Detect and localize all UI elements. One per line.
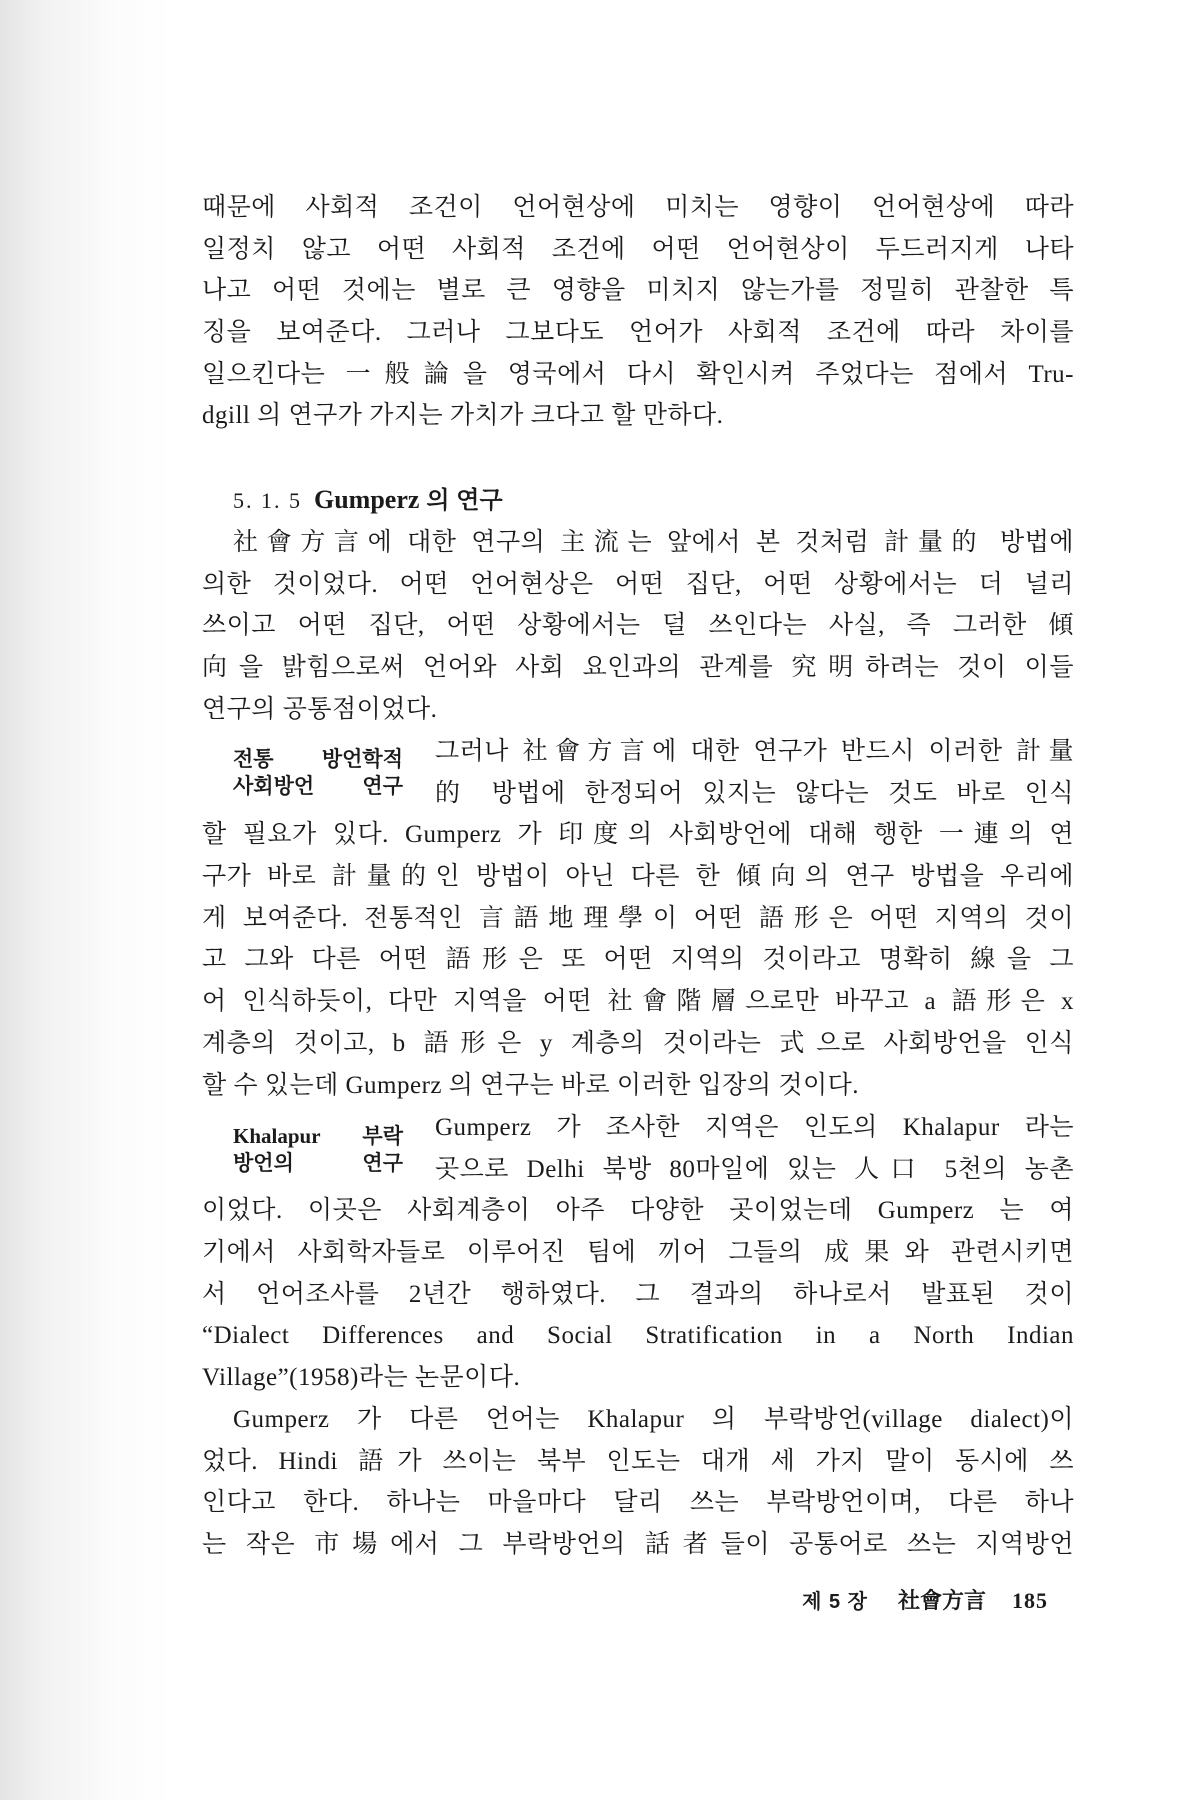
text-line: 이었다. 이곳은 사회계층이 아주 다양한 곳이었는데 Gumperz 는 여 — [202, 1197, 1074, 1225]
text-line: “Dialect Differences and Social Stratification in a North Indian — [202, 1322, 1074, 1350]
body-paragraph — [202, 731, 1074, 1106]
page-footer — [802, 1586, 1048, 1616]
text-line: 계층의 것이고, b 語形은 y 계층의 것이라는 式으로 사회방언을 인식 — [202, 1029, 1074, 1057]
side-heading-line: 전통 방언학적 — [233, 748, 403, 771]
text-line: 의한 것이었다. 어떤 언어현상은 어떤 집단, 어떤 상황에서는 더 널리 — [202, 570, 1074, 598]
page-number: 185 — [1012, 1588, 1048, 1613]
text-line: 곳으로 Delhi 북방 80마일에 있는 人口 5천의 농촌 — [435, 1155, 1074, 1183]
side-heading-line: Khalapur 부락 — [233, 1124, 403, 1148]
section-title-name: Gumperz — [314, 485, 420, 514]
body-paragraph — [202, 187, 1074, 437]
side-heading-line: 사회방언 연구 — [233, 775, 403, 798]
text-line: 게 보여준다. 전통적인 言語地理學이 어떤 語形은 어떤 지역의 것이 — [202, 904, 1074, 932]
text-line: 向을 밝힘으로써 언어와 사회 요인과의 관계를 究明하려는 것이 이들 — [202, 654, 1074, 682]
text-line: 는 작은 市場에서 그 부락방언의 話者들이 공통어로 쓰는 지역방언 — [202, 1531, 1074, 1559]
text-line: 어 인식하듯이, 다만 지역을 어떤 社會階層으로만 바꾸고 a 語形은 x — [202, 988, 1074, 1016]
text-line: Gumperz 가 다른 언어는 Khalapur 의 부락방언(village dialect)이 — [233, 1406, 1074, 1433]
footer-chapter-title: 社會方言 — [897, 1588, 986, 1613]
text-line: 쓰이고 어떤 집단, 어떤 상황에서는 덜 쓰인다는 사실, 즉 그러한 傾 — [202, 612, 1074, 640]
text-line: 인다고 한다. 하나는 마을마다 달리 쓰는 부락방언이며, 다른 하나 — [202, 1489, 1074, 1517]
text-line: 일정치 않고 어떤 사회적 조건에 어떤 언어현상이 두드러지게 나타 — [202, 235, 1074, 263]
body-paragraph — [202, 1399, 1074, 1566]
body-paragraph — [202, 1107, 1074, 1399]
text-line: dgill 의 연구가 가지는 가치가 크다고 할 만하다. — [202, 402, 724, 430]
section-title-suffix: 의 연구 — [426, 487, 503, 514]
text-line: 서 언어조사를 2년간 행하였다. 그 결과의 하나로서 발표된 것이 — [202, 1280, 1074, 1308]
section-heading — [233, 479, 503, 521]
text-line: 징을 보여준다. 그러나 그보다도 언어가 사회적 조건에 따라 차이를 — [202, 319, 1074, 347]
text-line: Gumperz 가 조사한 지역은 인도의 Khalapur 라는 — [435, 1114, 1074, 1141]
text-line: 할 필요가 있다. Gumperz 가 印度의 사회방언에 대해 행한 一連의 연 — [202, 821, 1074, 849]
text-line: 일으킨다는 一般論을 영국에서 다시 확인시켜 주었다는 점에서 Tru- — [202, 360, 1074, 388]
footer-chapter: 제 5 장 — [802, 1591, 868, 1613]
text-line: 나고 어떤 것에는 별로 큰 영향을 미치지 않는가를 정밀히 관찰한 특 — [202, 277, 1074, 305]
text-line: 기에서 사회학자들로 이루어진 팀에 끼어 그들의 成果와 관련시키면 — [202, 1239, 1074, 1267]
text-line: 고 그와 다른 어떤 語形은 또 어떤 지역의 것이라고 명확히 線을 그 — [202, 946, 1074, 974]
text-line: 的 방법에 한정되어 있지는 않다는 것도 바로 인식 — [435, 779, 1074, 807]
text-line: 그러나 社會方言에 대한 연구가 반드시 이러한 計量 — [435, 738, 1074, 765]
body-paragraph — [202, 522, 1074, 730]
text-line: 때문에 사회적 조건이 언어현상에 미치는 영향이 언어현상에 따라 — [202, 194, 1074, 221]
text-line: 구가 바로 計量的인 방법이 아닌 다른 한 傾向의 연구 방법을 우리에 — [202, 863, 1074, 891]
text-line: 社會方言에 대한 연구의 主流는 앞에서 본 것처럼 計量的 방법에 — [233, 529, 1074, 556]
text-line: 할 수 있는데 Gumperz 의 연구는 바로 이러한 입장의 것이다. — [202, 1071, 860, 1099]
section-number: 5. 1. 5 — [233, 488, 302, 513]
side-heading-line: 방언의 연구 — [233, 1152, 403, 1175]
text-line: Village”(1958)라는 논문이다. — [202, 1364, 521, 1392]
text-line: 었다. Hindi 語가 쓰이는 북부 인도는 대개 세 가지 말이 동시에 쓰 — [202, 1447, 1074, 1475]
text-line: 연구의 공통점이었다. — [202, 695, 438, 723]
